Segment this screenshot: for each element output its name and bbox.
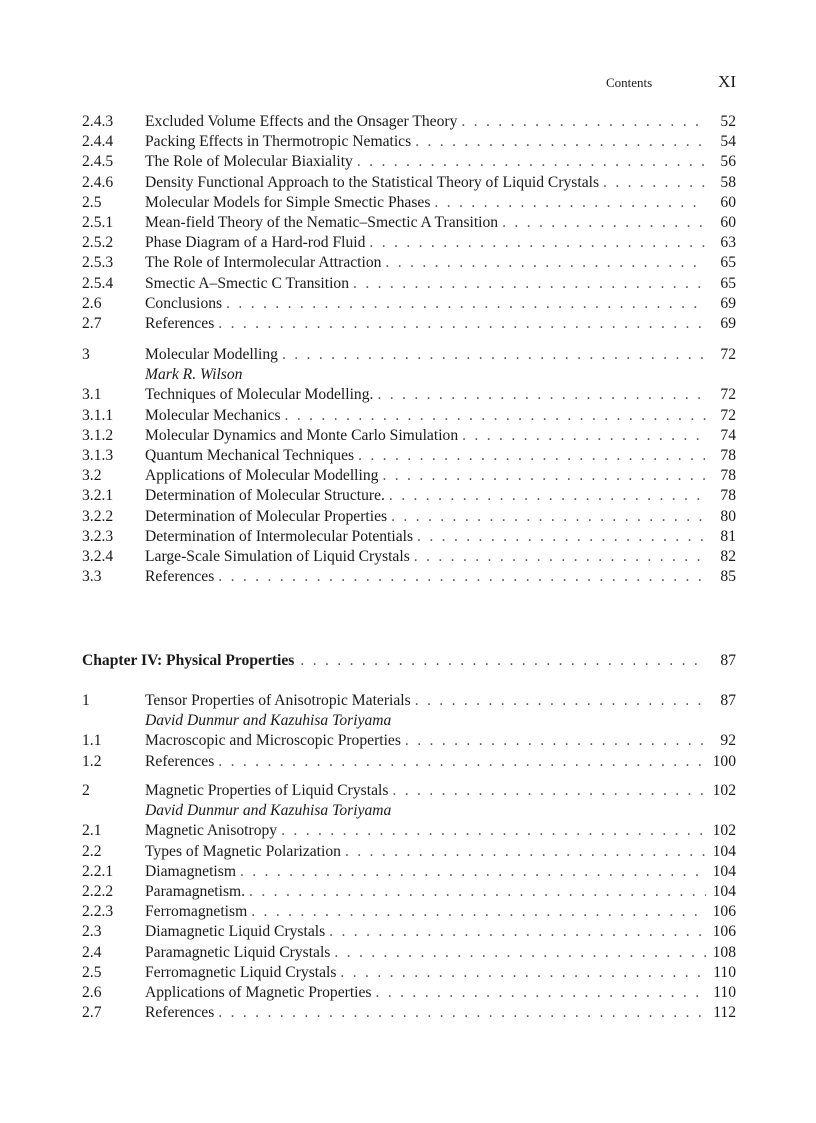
section-title: Applications of Molecular Modelling [145, 466, 382, 486]
toc-chapter-heading [82, 650, 736, 672]
chapter-iv-entry[interactable]: Chapter IV: Physical Properties . . . 87 [82, 650, 736, 672]
dot-leader [226, 294, 706, 314]
dot-leader [369, 233, 706, 253]
section-number: 2.6 [82, 294, 102, 312]
page-ref: 78 [706, 466, 736, 486]
section-number: 2.5.2 [82, 234, 114, 252]
running-title: Contents [606, 75, 653, 90]
page-ref: 106 [706, 902, 736, 922]
section-number: 2.2 [82, 842, 102, 860]
section-number: 3.2.2 [82, 507, 114, 525]
dot-leader [251, 902, 706, 922]
page-ref: 69 [706, 314, 736, 334]
toc-author: David Dunmur and Kazuhisa Toriyama [82, 801, 736, 821]
section-number: 2.6 [82, 983, 102, 1001]
toc-entry[interactable] [82, 842, 736, 862]
page-ref: 100 [706, 752, 736, 772]
toc-author: Mark R. Wilson [82, 365, 736, 385]
section-number: 2.1 [82, 822, 102, 840]
dot-leader [345, 842, 706, 862]
section-number: 2.5 [82, 193, 102, 211]
toc-entry[interactable] [82, 132, 736, 152]
section-title: Types of Magnetic Polarization [145, 842, 345, 862]
toc-entry[interactable] [82, 446, 736, 466]
section-title: Macroscopic and Microscopic Properties [145, 731, 405, 751]
section-number: 2.4.6 [82, 173, 114, 191]
section-title: Excluded Volume Effects and the Onsager Theory [145, 112, 461, 132]
toc-entry[interactable] [82, 943, 736, 963]
page-ref: 112 [706, 1003, 736, 1023]
dot-leader [392, 781, 706, 801]
section-title: Phase Diagram of a Hard-rod Fluid [145, 233, 369, 253]
toc-entry[interactable] [82, 466, 736, 486]
page-ref: 104 [706, 882, 736, 902]
dot-leader [385, 253, 706, 273]
toc-entry[interactable] [82, 385, 736, 405]
dot-leader [415, 691, 706, 711]
page-ref: 65 [706, 253, 736, 273]
dot-leader [414, 547, 706, 567]
section-number: 3.2.1 [82, 487, 114, 505]
toc-entry[interactable] [82, 983, 736, 1003]
dot-leader [218, 314, 706, 334]
section-title: Density Functional Approach to the Statistical Theory of Liquid Crystals [145, 173, 603, 193]
section-title: Diamagnetism [145, 862, 240, 882]
toc-entry[interactable] [82, 963, 736, 983]
page-ref: 52 [706, 112, 736, 132]
section-title: Determination of Molecular Structure. [145, 486, 389, 506]
section-title: Conclusions [145, 294, 226, 314]
section-title: References [145, 752, 218, 772]
section-number: 2.4 [82, 943, 102, 961]
section-title: Paramagnetic Liquid Crystals [145, 943, 334, 963]
page-ref: 81 [706, 527, 736, 547]
toc-entry[interactable] [82, 922, 736, 942]
page-ref: 65 [706, 274, 736, 294]
toc-entry[interactable] [82, 821, 736, 841]
dot-leader [218, 752, 706, 772]
section-title: Applications of Magnetic Properties [145, 983, 376, 1003]
page-ref: 78 [706, 446, 736, 466]
section-number: 3.1 [82, 386, 102, 404]
page-ref: 106 [706, 922, 736, 942]
dot-leader [353, 274, 706, 294]
dot-leader [281, 821, 706, 841]
dot-leader [382, 466, 706, 486]
section-title: Packing Effects in Thermotropic Nematics [145, 132, 415, 152]
page-ref: 104 [706, 842, 736, 862]
dot-leader [334, 943, 706, 963]
section-title: Determination of Molecular Properties [145, 507, 391, 527]
toc-section-iv-2 [82, 781, 736, 1023]
toc-entry[interactable] [82, 426, 736, 446]
toc-entry[interactable] [82, 233, 736, 253]
toc-entry[interactable] [82, 547, 736, 567]
page-number: XI [718, 72, 736, 91]
section-number: 3.2.4 [82, 547, 114, 565]
page-ref: 69 [706, 294, 736, 314]
section-title: Molecular Models for Simple Smectic Phases [145, 193, 434, 213]
dot-leader [282, 345, 706, 365]
dot-leader [417, 527, 706, 547]
section-title: Smectic A–Smectic C Transition [145, 274, 353, 294]
page-ref: 72 [706, 406, 736, 426]
section-title: Ferromagnetism [145, 902, 251, 922]
section-title: Diamagnetic Liquid Crystals [145, 922, 329, 942]
dot-leader [434, 193, 706, 213]
toc-entry[interactable] [82, 193, 736, 213]
section-title: Techniques of Molecular Modelling. [145, 385, 377, 405]
section-title: References [145, 1003, 218, 1023]
toc-section-iv-1 [82, 691, 736, 772]
page-ref: 78 [706, 486, 736, 506]
toc-entry[interactable] [82, 406, 736, 426]
toc-entry[interactable] [82, 1003, 736, 1023]
section-title: The Role of Intermolecular Attraction [145, 253, 385, 273]
section-title: References [145, 567, 218, 587]
section-number: 1.2 [82, 752, 102, 770]
toc-entry[interactable] [82, 752, 736, 772]
page-ref: 60 [706, 213, 736, 233]
dot-leader [391, 507, 706, 527]
section-number: 2.7 [82, 1004, 102, 1022]
page-ref: 56 [706, 152, 736, 172]
page-ref: 104 [706, 862, 736, 882]
dot-leader [357, 152, 706, 172]
section-number: 3.2.3 [82, 527, 114, 545]
section-number: 3.1.3 [82, 446, 114, 464]
dot-leader [340, 963, 706, 983]
toc-entry[interactable] [82, 902, 736, 922]
section-number: 2.3 [82, 923, 102, 941]
toc-entry[interactable] [82, 567, 736, 587]
section-title: Molecular Dynamics and Monte Carlo Simulation [145, 426, 462, 446]
dot-leader [218, 1003, 706, 1023]
section-title: Paramagnetism. [145, 882, 249, 902]
section-title: Mean-field Theory of the Nematic–Smectic A Transition [145, 213, 502, 233]
section-number: 2.5.3 [82, 254, 114, 272]
toc-section-3 [82, 345, 736, 587]
toc-entry[interactable] [82, 213, 736, 233]
toc-entry[interactable] [82, 731, 736, 751]
section-title: The Role of Molecular Biaxiality [145, 152, 357, 172]
toc-entry[interactable] [82, 173, 736, 193]
dot-leader [502, 213, 706, 233]
toc-entry-heading[interactable]: 2 Magnetic Properties of Liquid Crystals . . . 102 [82, 781, 736, 801]
dot-leader [405, 731, 706, 751]
dot-leader [603, 173, 706, 193]
dot-leader [415, 132, 706, 152]
page-ref: 74 [706, 426, 736, 446]
toc-entry[interactable] [82, 253, 736, 273]
dot-leader [240, 862, 706, 882]
toc-entry[interactable] [82, 527, 736, 547]
section-title: Ferromagnetic Liquid Crystals [145, 963, 340, 983]
toc-section-2-continued [82, 112, 736, 334]
dot-leader [329, 922, 706, 942]
section-title: Magnetic Anisotropy [145, 821, 281, 841]
page-ref: 108 [706, 943, 736, 963]
toc-entry[interactable] [82, 152, 736, 172]
section-number: 2.2.3 [82, 903, 114, 921]
dot-leader [249, 882, 706, 902]
toc-entry[interactable] [82, 486, 736, 506]
section-title: Determination of Intermolecular Potentials [145, 527, 417, 547]
page-ref: 85 [706, 567, 736, 587]
section-number: 2.4.5 [82, 153, 114, 171]
dot-leader [218, 567, 706, 587]
section-title: Molecular Mechanics [145, 406, 285, 426]
toc-entry[interactable] [82, 112, 736, 132]
toc-entry-heading[interactable]: 3 Molecular Modelling . . . 72 [82, 345, 736, 365]
section-number: 2.2.2 [82, 882, 114, 900]
page-header [0, 72, 816, 94]
page-ref: 72 [706, 385, 736, 405]
page-ref: 102 [706, 821, 736, 841]
toc-entry[interactable] [82, 274, 736, 294]
section-number: 3.1.2 [82, 426, 114, 444]
dot-leader [461, 112, 706, 132]
section-title: Large-Scale Simulation of Liquid Crystals [145, 547, 414, 567]
toc-entry-heading[interactable]: 1 Tensor Properties of Anisotropic Materials . . . 87 [82, 691, 736, 711]
dot-leader [462, 426, 706, 446]
page-ref: 54 [706, 132, 736, 152]
page-ref: 80 [706, 507, 736, 527]
section-number: 2.4.4 [82, 133, 114, 151]
toc-entry[interactable] [82, 882, 736, 902]
section-number: 2.2.1 [82, 862, 114, 880]
dot-leader [358, 446, 706, 466]
toc-author: David Dunmur and Kazuhisa Toriyama [82, 711, 736, 731]
section-number: 3.2 [82, 467, 102, 485]
toc-entry[interactable] [82, 507, 736, 527]
toc-entry[interactable] [82, 862, 736, 882]
page-ref: 110 [706, 963, 736, 983]
toc-entry[interactable] [82, 294, 736, 314]
dot-leader [376, 983, 707, 1003]
section-number: 2.5 [82, 963, 102, 981]
page-ref: 110 [706, 983, 736, 1003]
page-ref: 58 [706, 173, 736, 193]
page-ref: 63 [706, 233, 736, 253]
dot-leader [389, 486, 706, 506]
section-number: 2.4.3 [82, 113, 114, 130]
section-number: 2.5.1 [82, 213, 114, 231]
section-title: Quantum Mechanical Techniques [145, 446, 358, 466]
section-number: 3.3 [82, 568, 102, 586]
dot-leader [377, 385, 706, 405]
dot-leader [300, 650, 706, 672]
section-number: 1.1 [82, 732, 102, 750]
page-ref: 82 [706, 547, 736, 567]
section-number: 2.7 [82, 314, 102, 332]
section-title: References [145, 314, 218, 334]
toc-entry[interactable] [82, 314, 736, 334]
dot-leader [285, 406, 706, 426]
section-number: 2.5.4 [82, 274, 114, 292]
section-number: 3.1.1 [82, 406, 114, 424]
page-ref: 60 [706, 193, 736, 213]
page-ref: 92 [706, 731, 736, 751]
